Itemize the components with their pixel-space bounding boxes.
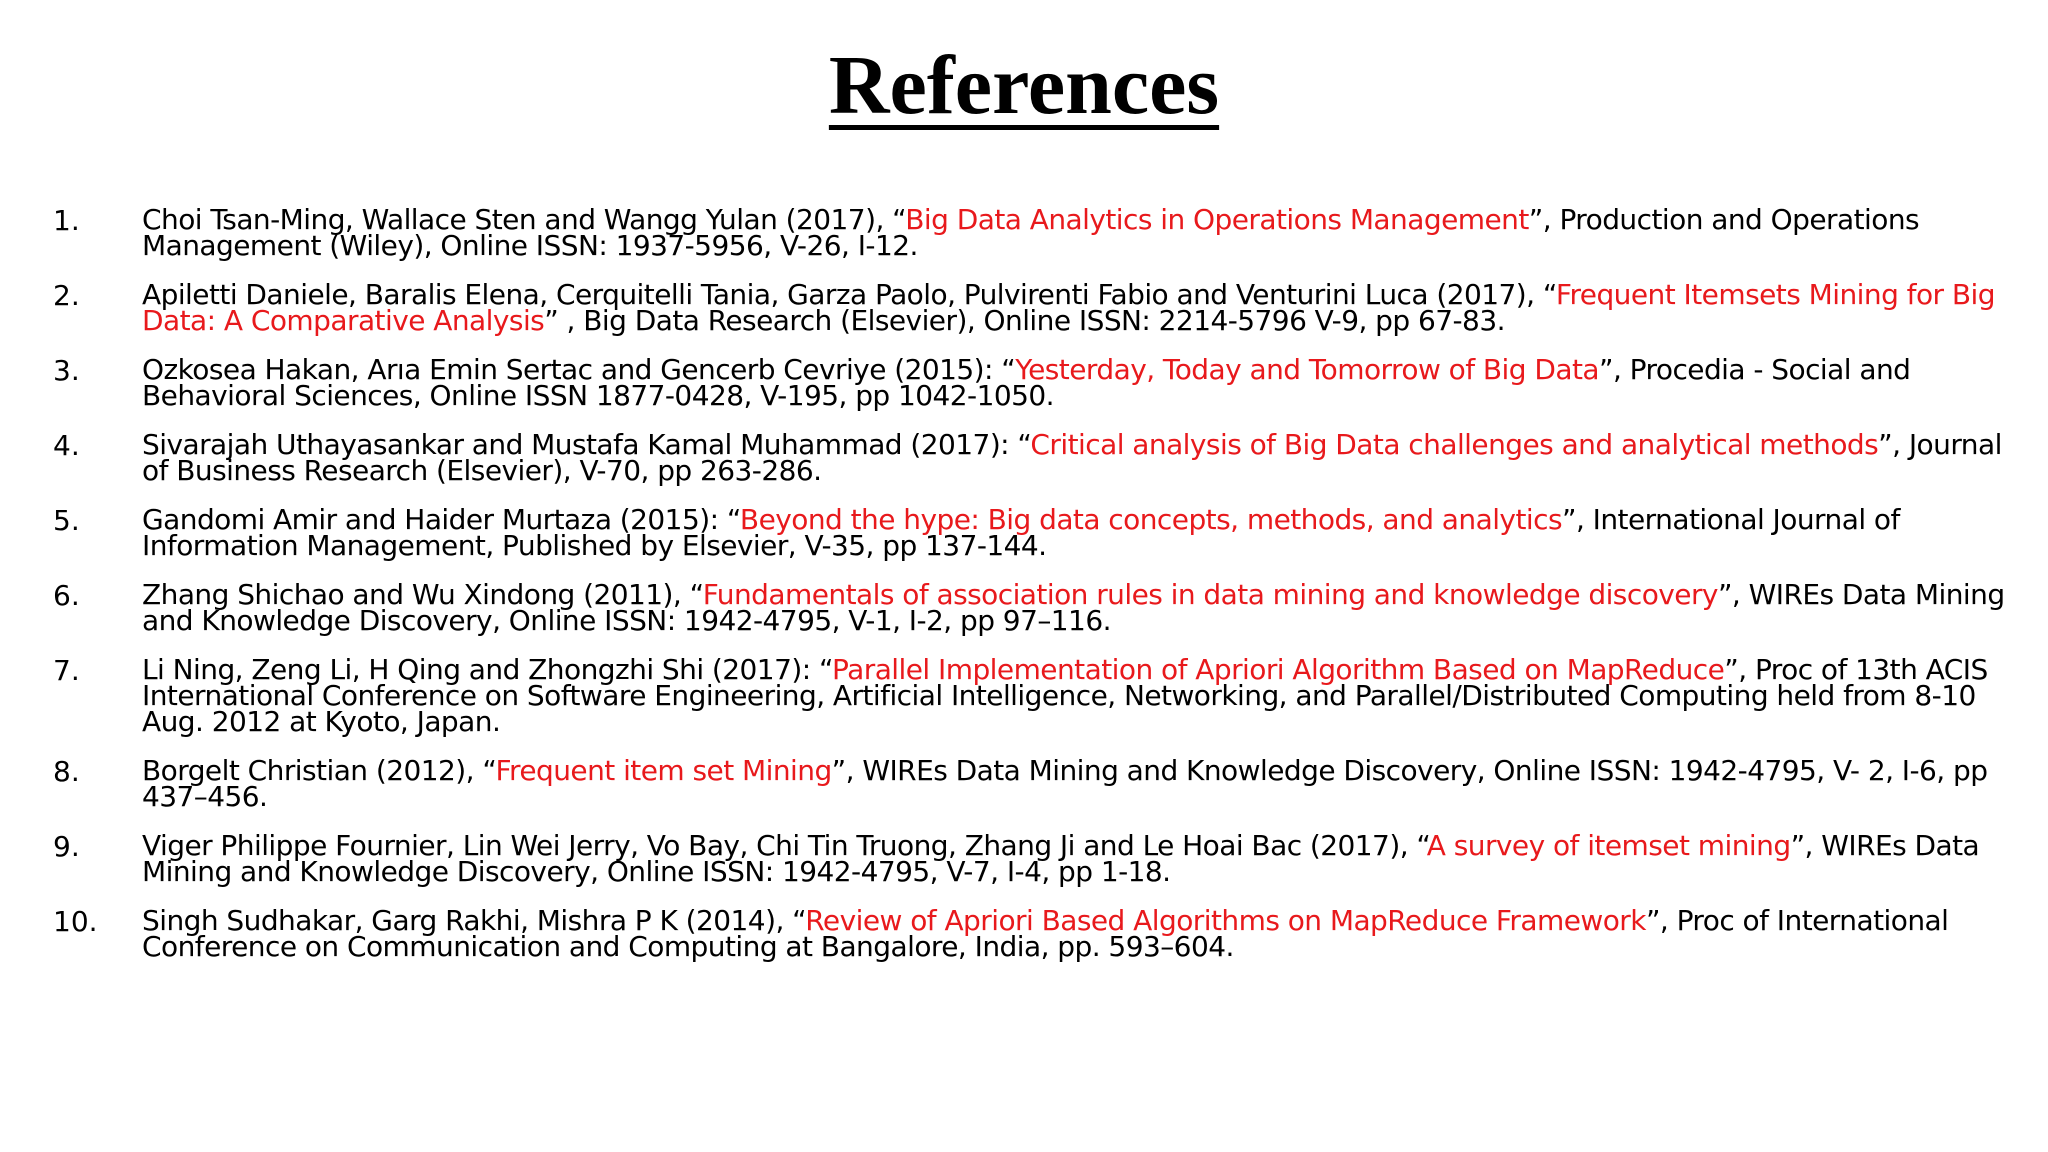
reference-item (0, 203, 2048, 262)
reference-text (142, 904, 2012, 963)
reference-item (0, 754, 2048, 813)
reference-authors: Viger Philippe Fournier, Lin Wei Jerry, Vo Bay, Chi Tin Truong, Zhang Ji and Le Hoai Bac (2017), “ (142, 829, 1427, 862)
reference-item (0, 428, 2048, 487)
reference-number: 7. (53, 654, 80, 687)
reference-item (0, 578, 2048, 637)
reference-source: ”, WIREs Data Mining and Knowledge Discovery, Online ISSN: 1942-4795, V-1, I-2, pp 97–116. (142, 578, 2005, 637)
reference-text (142, 203, 2012, 262)
reference-item (0, 278, 2048, 337)
reference-number: 10. (53, 905, 98, 938)
reference-authors: Zhang Shichao and Wu Xindong (2011), “ (142, 578, 703, 611)
reference-item (0, 904, 2048, 963)
reference-authors: Choi Tsan-Ming, Wallace Sten and Wangg Yulan (2017), “ (142, 203, 906, 236)
reference-text (142, 503, 2012, 562)
reference-source: ”, Procedia - Social and Behavioral Sciences, Online ISSN 1877-0428, V-195, pp 1042-1050. (142, 353, 1911, 412)
reference-text (142, 278, 2012, 337)
reference-title: Parallel Implementation of Apriori Algorithm Based on MapReduce (832, 653, 1725, 686)
reference-number: 3. (53, 354, 80, 387)
reference-source: ”, Journal of Business Research (Elsevier), V-70, pp 263-286. (142, 428, 2002, 487)
reference-title: Review of Apriori Based Algorithms on MapReduce Framework (805, 904, 1646, 937)
reference-number: 6. (53, 579, 80, 612)
page-title-text: References (828, 39, 1220, 132)
reference-text (142, 428, 2012, 487)
reference-authors: Sivarajah Uthayasankar and Mustafa Kamal Muhammad (2017): “ (142, 428, 1031, 461)
reference-authors: Singh Sudhakar, Garg Rakhi, Mishra P K (2014), “ (142, 904, 806, 937)
reference-source: ” , Big Data Research (Elsevier), Online ISSN: 2214-5796 V-9, pp 67-83. (544, 304, 1505, 337)
reference-title: A survey of itemset mining (1426, 829, 1791, 862)
reference-text (142, 754, 2012, 813)
reference-authors: Apiletti Daniele, Baralis Elena, Cerquitelli Tania, Garza Paolo, Pulvirenti Fabio and Venturini Luca (2017), “ (142, 278, 1556, 311)
reference-source: ”, WIREs Data Mining and Knowledge Discovery, Online ISSN: 1942-4795, V- 2, I-6, pp 437–456. (142, 754, 1988, 813)
reference-title: Critical analysis of Big Data challenges and analytical methods (1030, 428, 1879, 461)
reference-number: 4. (53, 429, 80, 462)
reference-text (142, 653, 2012, 738)
reference-number: 9. (53, 830, 80, 863)
reference-list (0, 203, 2048, 983)
reference-item (0, 353, 2048, 412)
reference-source: ”, International Journal of Information Management, Published by Elsevier, V-35, pp 137-144. (142, 503, 1900, 562)
reference-source: ”, Proc of 13th ACIS International Conference on Software Engineering, Artificial Intelligence, Networking, and Parallel/Distributed Computing held from 8-10 Aug. 2012 at Kyoto, Japan. (142, 653, 1988, 738)
reference-source: ”, Proc of International Conference on Communication and Computing at Bangalore, India, pp. 593–604. (142, 904, 1949, 963)
reference-item (0, 653, 2048, 738)
reference-number: 2. (53, 279, 80, 312)
reference-title: Frequent Itemsets Mining for Big Data: A Comparative Analysis (142, 278, 1995, 337)
reference-source: ”, Production and Operations Management (Wiley), Online ISSN: 1937-5956, V-26, I-12. (142, 203, 1920, 262)
reference-text (142, 353, 2012, 412)
reference-authors: Borgelt Christian (2012), “ (142, 754, 496, 787)
reference-authors: Ozkosea Hakan, Arıa Emin Sertac and Gencerb Cevriye (2015): “ (142, 353, 1016, 386)
reference-title: Frequent item set Mining (495, 754, 832, 787)
reference-number: 8. (53, 755, 80, 788)
reference-authors: Li Ning, Zeng Li, H Qing and Zhongzhi Shi (2017): “ (142, 653, 833, 686)
reference-source: ”, WIREs Data Mining and Knowledge Discovery, Online ISSN: 1942-4795, V-7, I-4, pp 1-18. (142, 829, 1980, 888)
reference-text (142, 578, 2012, 637)
reference-title: Beyond the hype: Big data concepts, methods, and analytics (739, 503, 1562, 536)
reference-number: 5. (53, 504, 80, 537)
reference-text (142, 829, 2012, 888)
reference-item (0, 503, 2048, 562)
reference-authors: Gandomi Amir and Haider Murtaza (2015): “ (142, 503, 740, 536)
reference-item (0, 829, 2048, 888)
reference-title: Yesterday, Today and Tomorrow of Big Data (1015, 353, 1600, 386)
reference-number: 1. (53, 204, 80, 237)
page-title (0, 36, 2048, 136)
reference-title: Fundamentals of association rules in data mining and knowledge discovery (702, 578, 1718, 611)
reference-title: Big Data Analytics in Operations Management (905, 203, 1529, 236)
